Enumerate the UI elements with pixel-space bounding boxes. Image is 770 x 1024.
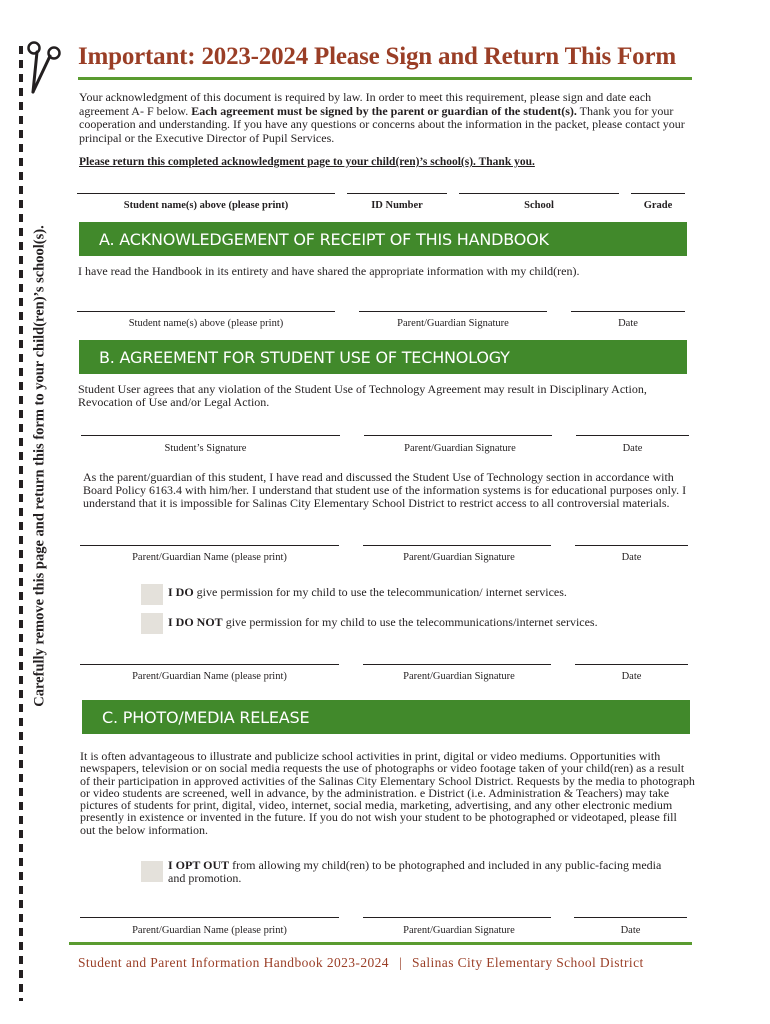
section-b-date-label-2: Date (621, 552, 642, 563)
section-c-date-field[interactable] (574, 917, 687, 918)
section-b-date-field-3[interactable] (575, 664, 688, 665)
section-b-text: Student User agrees that any violation of the Student Use of Technology Agreement may result in Disciplinary Action, Revocation of Use and/or Legal Action. (78, 382, 647, 409)
section-b-signature-label-3: Parent/Guardian Signature (403, 671, 515, 682)
permission-do-not-bold: I DO NOT (168, 615, 223, 629)
intro-text-a: Your acknowledgment of this document is required by law. In order to meet this requirement, please sign and date each agreement A- F below. (79, 90, 652, 118)
permission-do-rest: give permission for my child to use the telecommunication/ internet services. (193, 585, 567, 599)
scissors-icon (24, 40, 64, 96)
opt-out-text (168, 859, 668, 885)
student-name-field[interactable] (77, 193, 335, 194)
section-b-date-field-2[interactable] (575, 545, 688, 546)
grade-label: Grade (643, 200, 673, 211)
section-a-date-field[interactable] (571, 311, 685, 312)
id-number-label: ID Number (371, 200, 423, 211)
section-b-date-label-3: Date (621, 671, 642, 682)
section-b-name-label-3: Parent/Guardian Name (please print) (132, 671, 287, 682)
section-b-signature-field-2[interactable] (363, 545, 551, 546)
opt-out-bold: I OPT OUT (168, 858, 230, 872)
section-c-heading: C. PHOTO/MEDIA RELEASE (82, 700, 690, 734)
page-title: Important: 2023-2024 Please Sign and Return This Form (78, 43, 676, 70)
intro-bold: Each agreement must be signed by the parent or guardian of the student(s). (191, 103, 577, 118)
section-a-heading: A. ACKNOWLEDGEMENT OF RECEIPT OF THIS HANDBOOK (79, 222, 687, 256)
section-a-text: I have read the Handbook in its entirety and have shared the appropriate information with my child(ren). (78, 264, 580, 278)
intro-paragraph (79, 91, 699, 145)
section-a-name-field[interactable] (77, 311, 335, 312)
return-note: Please return this completed acknowledgment page to your child(ren)’s school(s). Thank you. (79, 156, 535, 168)
section-b-name-label-2: Parent/Guardian Name (please print) (132, 552, 287, 563)
section-c-name-field[interactable] (80, 917, 339, 918)
section-b-signature-label-2: Parent/Guardian Signature (403, 552, 515, 563)
section-b-parent-text: As the parent/guardian of this student, I have read and discussed the Student Use of Technology section in accordance with Board Policy 6163.4 with him/her. I understand that student use of the information systems is for educational purposes only. I understand that it is impossible for Salinas City Elementary School District to restrict access to all controversial materials. (83, 470, 687, 510)
permission-do-bold: I DO (168, 585, 194, 599)
section-b-name-field-2[interactable] (80, 545, 339, 546)
school-label: School (524, 200, 554, 211)
section-a-date-label: Date (618, 318, 638, 329)
section-a-name-label: Student name(s) above (please print) (128, 318, 284, 329)
section-c-signature-label: Parent/Guardian Signature (403, 925, 515, 936)
footer-district: Salinas City Elementary School District (412, 955, 644, 970)
permission-do-checkbox[interactable] (141, 584, 163, 605)
opt-out-rest: from allowing my child(ren) to be photographed and included in any public-facing media and promotion. (168, 858, 662, 885)
school-field[interactable] (459, 193, 619, 194)
section-b-signature-field-1[interactable] (364, 435, 552, 436)
section-c-signature-field[interactable] (363, 917, 551, 918)
permission-do-not-text (168, 616, 688, 629)
section-a-signature-label: Parent/Guardian Signature (397, 318, 509, 329)
grade-field[interactable] (631, 193, 685, 194)
cut-line (19, 46, 23, 1001)
cut-instruction: Carefully remove this page and return this form to your child(ren)’s school(s). (31, 225, 48, 707)
student-signature-field[interactable] (81, 435, 340, 436)
title-rule (78, 77, 692, 80)
permission-do-not-rest: give permission for my child to use the telecommunications/internet services. (222, 615, 598, 629)
id-number-field[interactable] (347, 193, 447, 194)
section-b-date-field-1[interactable] (576, 435, 689, 436)
section-c-date-label: Date (620, 925, 641, 936)
section-a-signature-field[interactable] (359, 311, 547, 312)
opt-out-checkbox[interactable] (141, 861, 163, 882)
section-b-date-label-1: Date (622, 443, 643, 454)
footer (78, 955, 644, 971)
section-b-signature-field-3[interactable] (363, 664, 551, 665)
student-name-label: Student name(s) above (please print) (123, 200, 289, 211)
footer-handbook: Student and Parent Information Handbook 2023-2024 (78, 955, 389, 970)
section-c-text: It is often advantageous to illustrate and publicize school activities in print, digital or video mediums. Opportunities with newspapers, television or on social media requests the use of photographs or video footage taken of your child(ren) as a result of their participation in approved activities of the Salinas City Elementary School District. Requests by the media to photograph or video students are screened, well in advance, by the administration. e District (i.e. Administration & Teachers) may take pictures of students for print, digital, video, internet, social media, marketing, advertising, and any other electronic medium presently in existence or invented in the future. If you do not wish your student to be photographed or videotaped, please fill out the below information. (80, 749, 695, 837)
section-b-heading: B. AGREEMENT FOR STUDENT USE OF TECHNOLOGY (79, 340, 687, 374)
footer-separator: | (398, 955, 403, 970)
section-c-name-label: Parent/Guardian Name (please print) (132, 925, 287, 936)
permission-do-text (168, 586, 688, 599)
student-signature-label: Student’s Signature (164, 443, 247, 454)
intro-text-b: Thank you for your cooperation and understanding. If you have any questions or concerns about the information in the packet, please contact your principal or the Executive Director of Pupil Services. (79, 103, 685, 145)
section-b-name-field-3[interactable] (80, 664, 339, 665)
section-b-signature-label-1: Parent/Guardian Signature (404, 443, 516, 454)
footer-rule (69, 942, 692, 945)
permission-do-not-checkbox[interactable] (141, 613, 163, 634)
